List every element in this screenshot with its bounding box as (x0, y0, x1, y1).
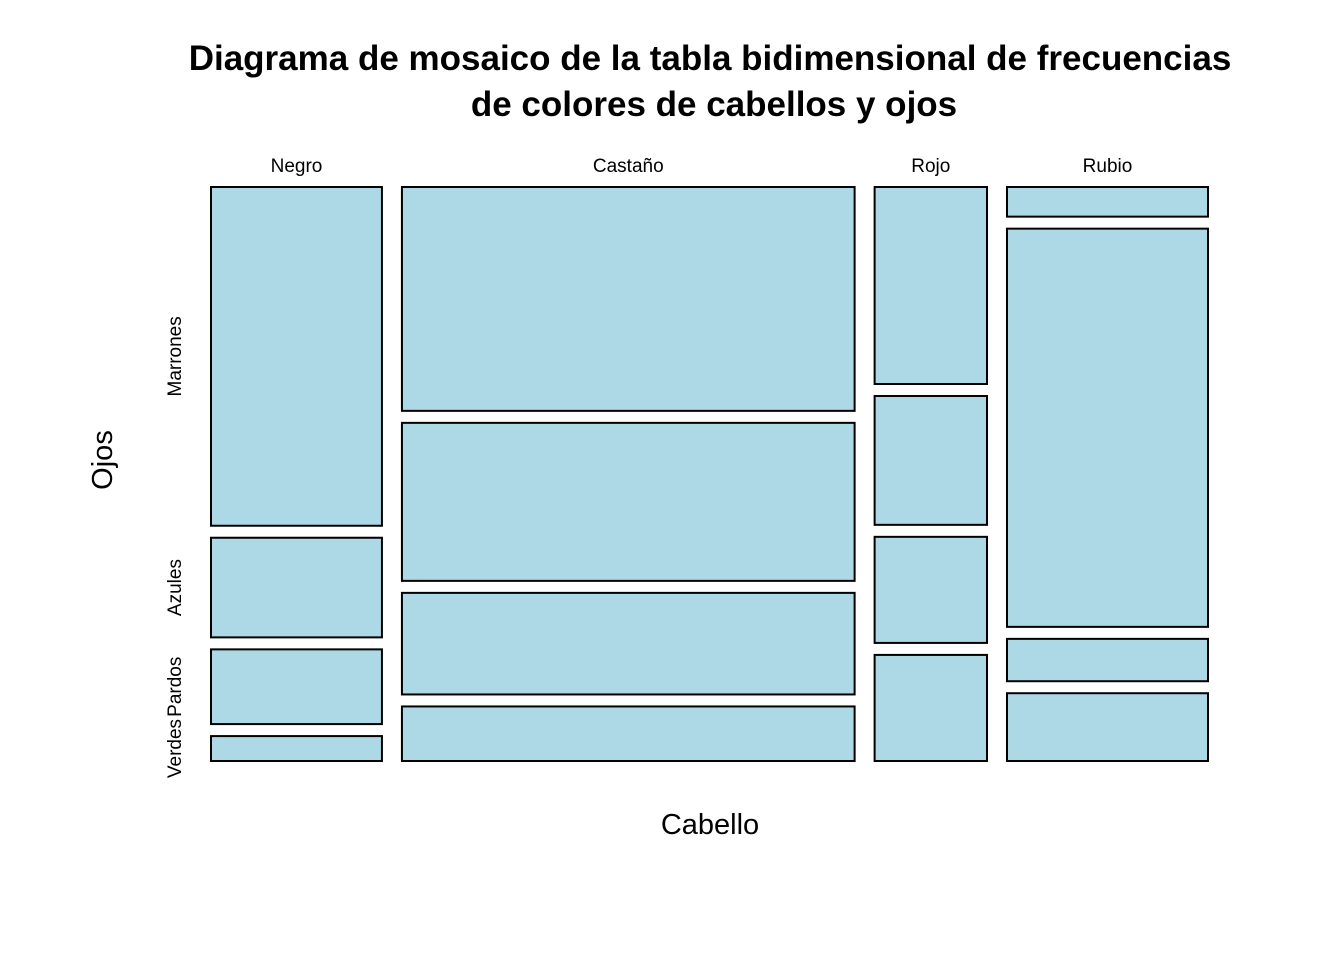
y-axis-label: Ojos (87, 430, 119, 490)
chart-title-line-2: de colores de cabellos y ojos (470, 85, 958, 124)
tile-castano-azules (402, 423, 855, 581)
tile-rojo-pardos (875, 537, 987, 643)
tile-rubio-marrones (1007, 187, 1208, 217)
x-axis-label: Cabello (660, 809, 760, 841)
tile-rojo-verdes (875, 655, 987, 761)
x-tick-rubio: Rubio (1082, 156, 1133, 177)
y-tick-marrones: Marrones (165, 316, 186, 397)
y-tick-pardos: Pardos (165, 656, 186, 717)
y-tick-azules: Azules (165, 559, 186, 617)
tile-rubio-pardos (1007, 639, 1208, 681)
x-tick-rojo: Rojo (911, 156, 951, 177)
tile-castano-marrones (402, 187, 855, 411)
tile-negro-marrones (211, 187, 382, 526)
tile-negro-pardos (211, 649, 382, 724)
tile-castano-verdes (402, 706, 855, 761)
x-tick-castano: Castaño (592, 156, 664, 177)
mosaic-tiles (211, 187, 1208, 761)
tile-negro-verdes (211, 736, 382, 761)
tile-rubio-verdes (1007, 693, 1208, 761)
tile-rubio-azules (1007, 229, 1208, 627)
y-tick-labels (165, 316, 186, 778)
tile-castano-pardos (402, 593, 855, 695)
x-tick-negro: Negro (270, 156, 323, 177)
chart-title-line-1: Diagrama de mosaico de la tabla bidimensional de frecuencias (188, 39, 1232, 78)
y-tick-verdes: Verdes (165, 718, 186, 779)
tile-negro-azules (211, 538, 382, 638)
x-tick-labels (271, 156, 1133, 177)
tile-rojo-azules (875, 396, 987, 525)
tile-rojo-marrones (875, 187, 987, 384)
